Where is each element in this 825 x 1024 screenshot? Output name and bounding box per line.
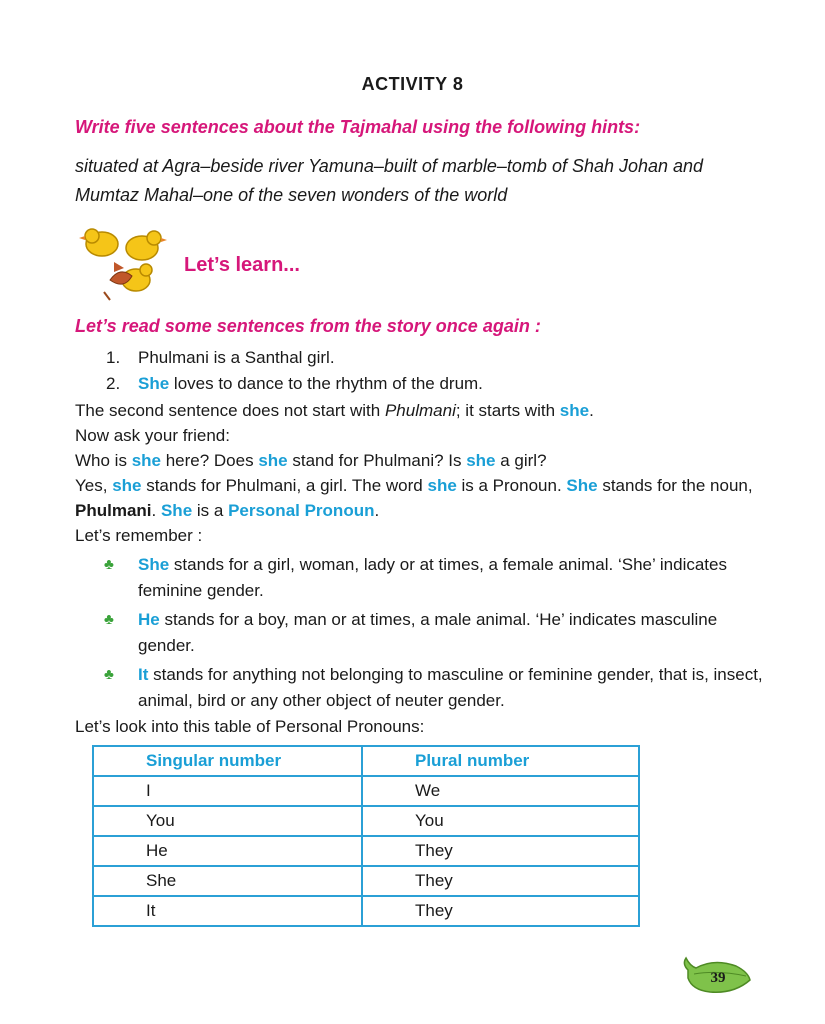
column-header: Plural number (362, 746, 639, 776)
leaf-page-number-icon (680, 950, 752, 996)
pronoun-highlight: She (138, 555, 170, 574)
table-row (93, 776, 639, 806)
text: here? Does (160, 451, 259, 470)
text: . (151, 501, 161, 520)
table-cell: You (93, 806, 362, 836)
item-text: stands for a girl, woman, lady or at times, a female animal. ‘She’ indicates feminine gender. (138, 555, 727, 600)
pronoun-highlight: It (138, 665, 149, 684)
remember-heading: Let’s remember : (75, 526, 203, 545)
item-text: Phulmani is a Santhal girl. (138, 348, 335, 367)
item-text: stands for a boy, man or at times, a male animal. ‘He’ indicates masculine gender. (138, 610, 718, 655)
page-number: 39 (710, 970, 726, 986)
pronoun-highlight: she (427, 476, 457, 495)
pronoun-highlight: she (466, 451, 496, 470)
list-item (104, 607, 764, 659)
table-cell: He (93, 836, 362, 866)
item-number: 2. (106, 374, 121, 393)
text: stand for Phulmani? Is (287, 451, 467, 470)
pronoun-highlight: She (138, 374, 170, 393)
remember-list (104, 552, 764, 717)
paragraph-questions (75, 448, 765, 473)
text: . (589, 401, 594, 420)
club-bullet-icon: ♣ (104, 556, 114, 573)
activity-hints: situated at Agra–beside river Yamuna–built of marble–tomb of Shah Johan and Mumtaz Mahal–one of the seven wonders of the world (75, 156, 704, 205)
pronoun-highlight: She (160, 501, 193, 520)
table-header-row (93, 746, 639, 776)
bold-text: Phulmani (75, 501, 152, 520)
table-cell: I (93, 776, 362, 806)
item-number: 1. (106, 348, 121, 367)
pronoun-highlight: Personal Pronoun (228, 501, 375, 520)
text: is a Pronoun. (456, 476, 567, 495)
table-cell: You (362, 806, 639, 836)
text: a girl? (495, 451, 547, 470)
list-item (104, 662, 764, 714)
paragraph-ask-friend: Now ask your friend: (75, 426, 230, 445)
table-row (93, 896, 639, 926)
table-row (93, 836, 639, 866)
table-cell: She (93, 866, 362, 896)
pronoun-highlight: she (131, 451, 161, 470)
text: stands for Phulmani, a girl. The word (141, 476, 428, 495)
list-item (106, 345, 483, 371)
activity-title: ACTIVITY 8 (361, 74, 464, 94)
item-text: stands for anything not belonging to masculine or feminine gender, that is, insect, animal, bird or any other object of neuter gender. (138, 665, 763, 710)
paragraph-answer (75, 473, 765, 523)
pronoun-highlight: she (559, 401, 590, 420)
table-row (93, 866, 639, 896)
table-cell: They (362, 896, 639, 926)
club-bullet-icon: ♣ (104, 666, 114, 683)
list-item (106, 371, 483, 397)
text: The second sentence does not start with (75, 401, 385, 420)
text: stands for the noun, (597, 476, 753, 495)
table-intro: Let’s look into this table of Personal Pronouns: (75, 717, 425, 736)
activity-instruction: Write five sentences about the Tajmahal using the following hints: (75, 117, 641, 137)
table-row (93, 806, 639, 836)
table-cell: We (362, 776, 639, 806)
lets-learn-heading: Let’s learn... (184, 254, 300, 276)
item-text: loves to dance to the rhythm of the drum. (169, 374, 483, 393)
table-cell: It (93, 896, 362, 926)
text: ; it starts with (455, 401, 560, 420)
pronoun-highlight: she (258, 451, 288, 470)
personal-pronouns-table (92, 745, 640, 927)
numbered-sentences (106, 345, 483, 397)
column-header: Singular number (93, 746, 362, 776)
chicks-illustration (74, 222, 179, 304)
italic-text: Phulmani (384, 401, 456, 420)
table-cell: They (362, 836, 639, 866)
pronoun-highlight: He (138, 610, 160, 629)
text: is a (192, 501, 229, 520)
club-bullet-icon: ♣ (104, 611, 114, 628)
section-subheading: Let’s read some sentences from the story once again : (75, 316, 541, 336)
pronoun-highlight: she (112, 476, 142, 495)
text: Who is (75, 451, 132, 470)
pronoun-highlight: She (566, 476, 598, 495)
text: Yes, (75, 476, 113, 495)
table-cell: They (362, 866, 639, 896)
list-item (104, 552, 764, 604)
paragraph-second-sentence (75, 398, 765, 423)
text: . (374, 501, 380, 520)
